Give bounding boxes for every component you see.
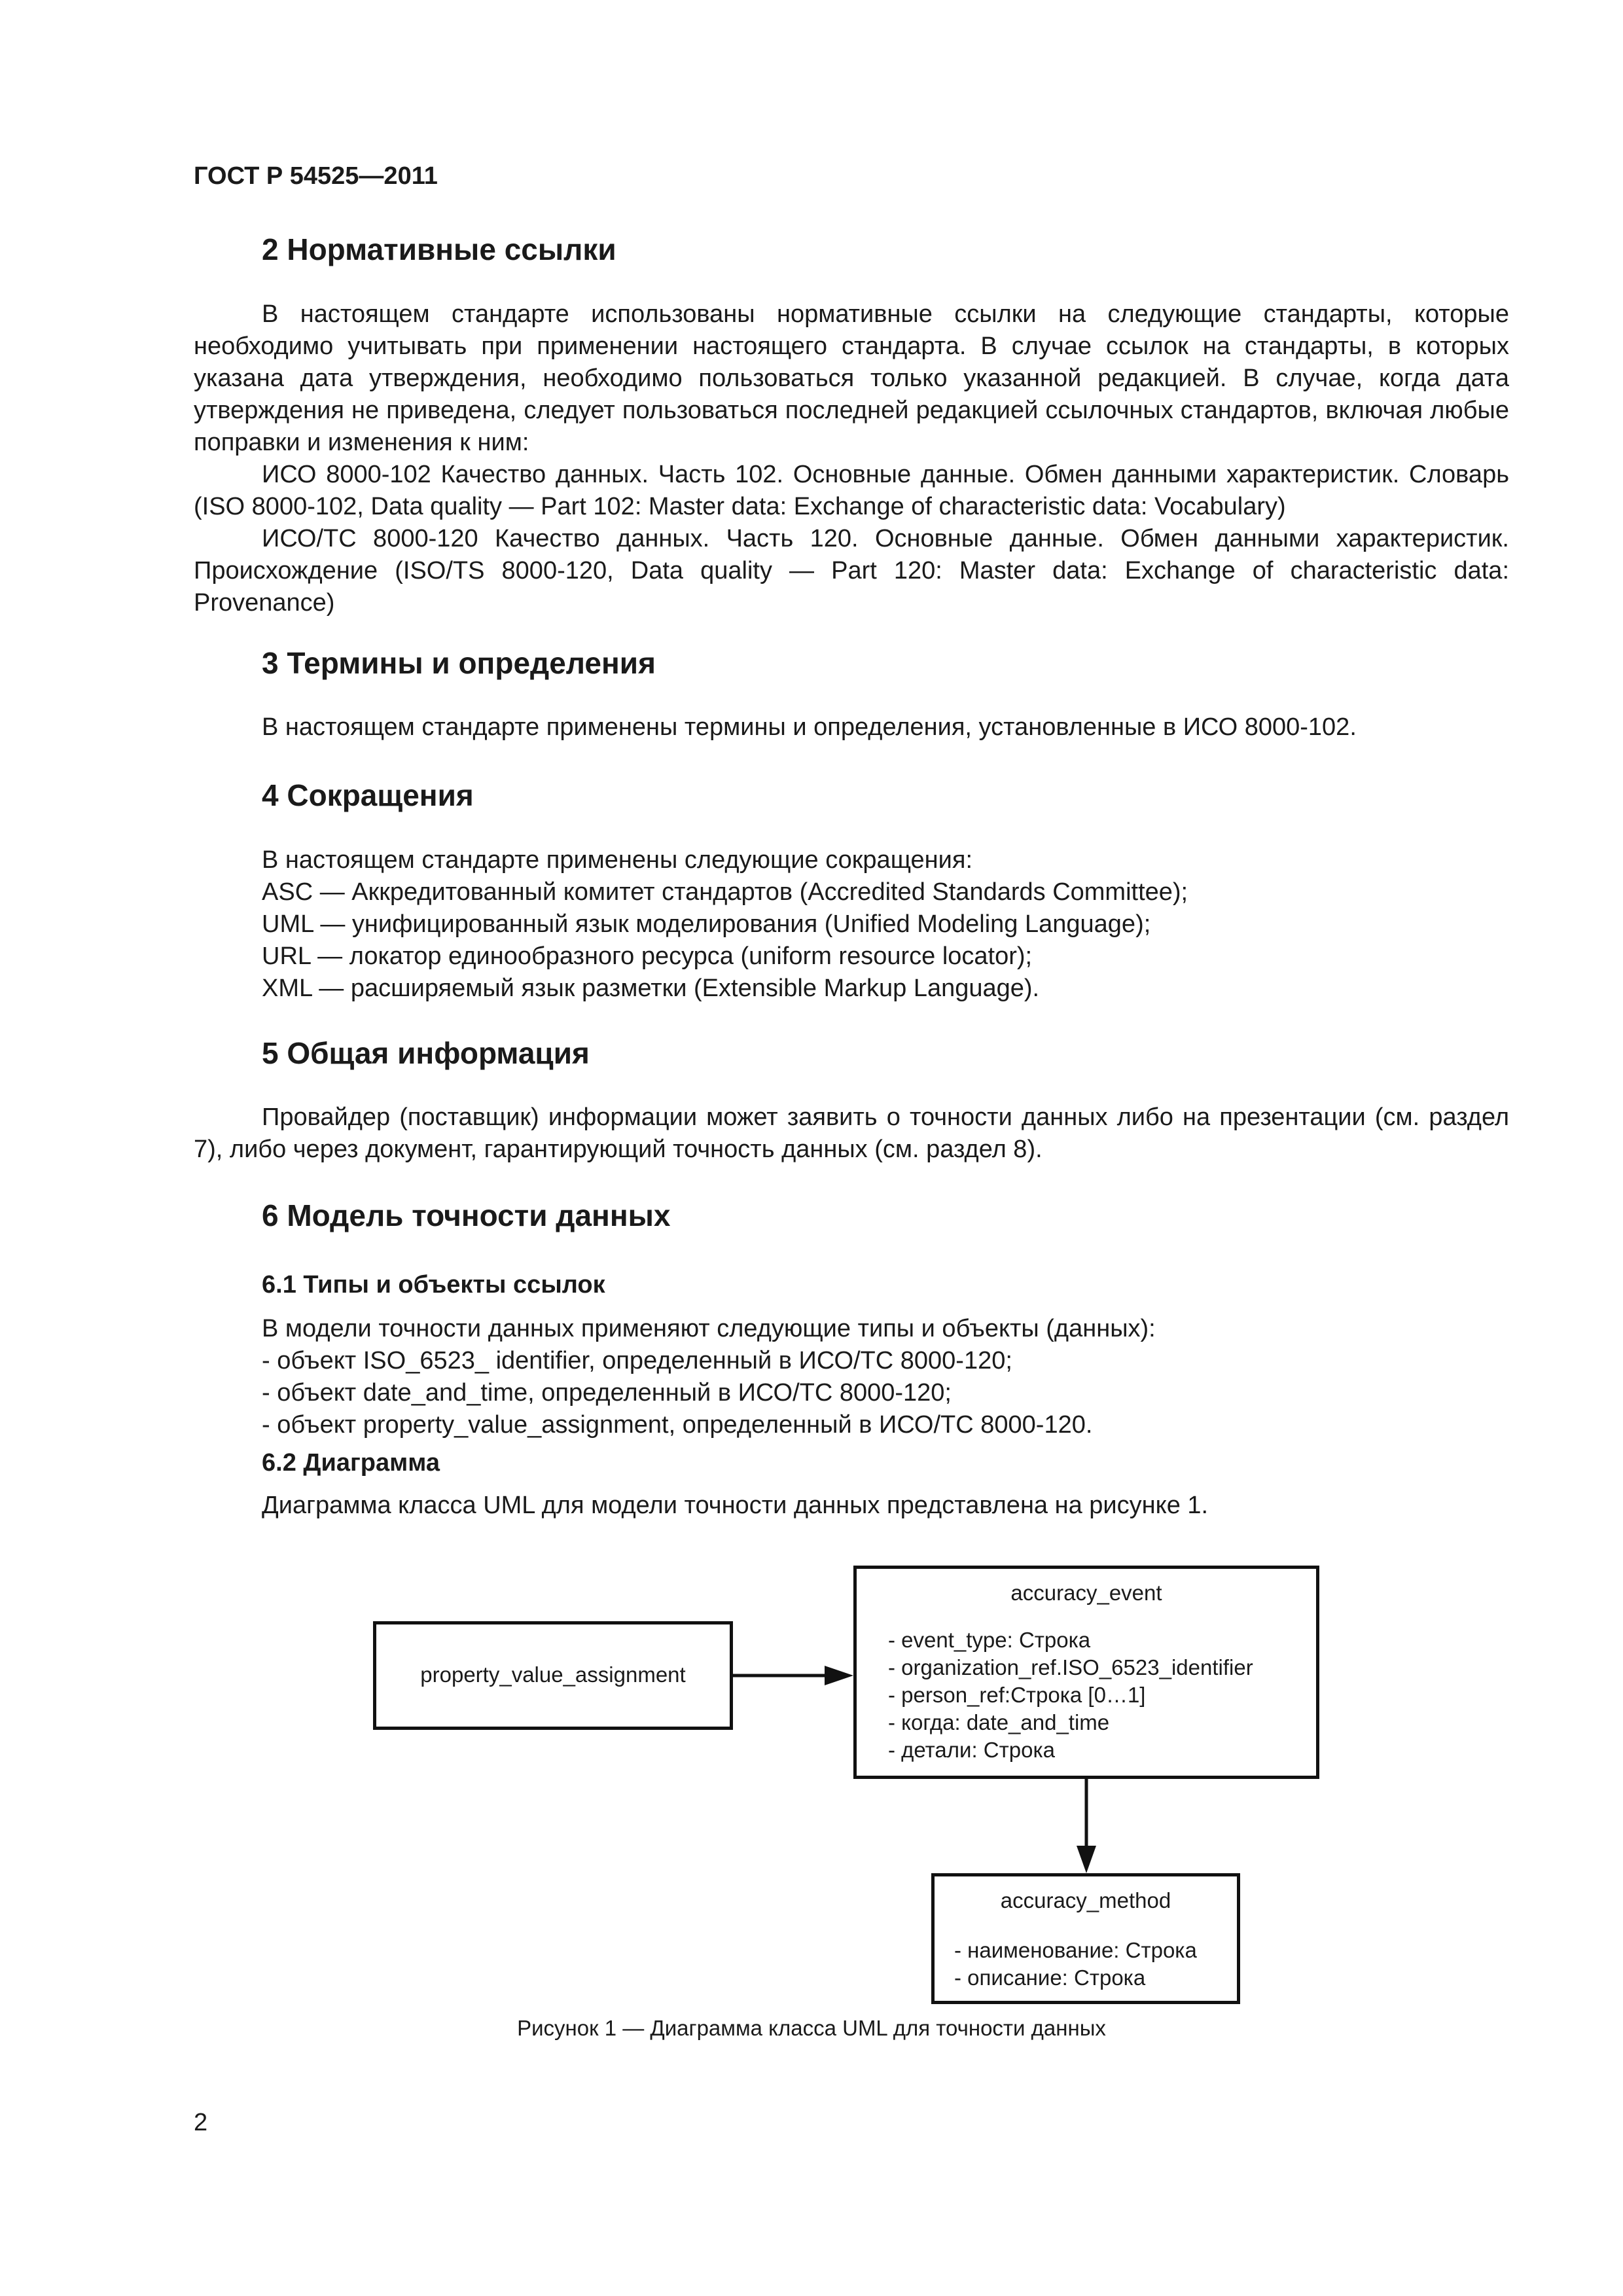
object-list-item: - объект property_value_assignment, определенный в ИСО/ТС 8000-120. bbox=[262, 1411, 1093, 1439]
association-arrow-horizontal bbox=[733, 1666, 853, 1685]
figure-caption: Рисунок 1 — Диаграмма класса UML для точности данных bbox=[517, 2016, 1106, 2040]
subsection-6-2-text: Диаграмма класса UML для модели точности данных представлена на рисунке 1. bbox=[262, 1492, 1209, 1519]
attribute: - описание: Строка bbox=[954, 1965, 1146, 1990]
property-value-assignment-label: property_value_assignment bbox=[420, 1662, 686, 1687]
abbreviation-item: XML — расширяемый язык разметки (Extensible Markup Language). bbox=[262, 975, 1040, 1002]
abbreviation-item: ASC — Аккредитованный комитет стандартов (Accredited Standards Committee); bbox=[262, 878, 1188, 906]
section-2-title: 2 Нормативные ссылки bbox=[262, 232, 616, 266]
section-3-text: В настоящем стандарте применены термины и определения, установленные в ИСО 8000-102. bbox=[262, 713, 1357, 741]
document-header: ГОСТ Р 54525—2011 bbox=[194, 162, 438, 190]
section-2-ref-2: ИСО/ТС 8000-120 Качество данных. Часть 120. Основные данные. Обмен данными характеристик. Происхождение (ISO/TS 8000-120, Data quality — Part 120: Master data: Exchange of characteristic data: Provenance) bbox=[194, 525, 1509, 617]
section-2-intro: В настоящем стандарте использованы нормативные ссылки на следующие стандарты, которые необходимо учитывать при применении настоящего стандарта. В случае ссылок на стандарты, в которых указана дата утверждения, необходимо пользоваться только указанной редакцией. В случае, когда дата утверждения не приведена, следует пользоваться последней редакцией ссылочных стандартов, включая любые поправки и изменения к ним: bbox=[194, 300, 1509, 456]
object-list-item: - объект ISO_6523_ identifier, определенный в ИСО/ТС 8000-120; bbox=[262, 1347, 1012, 1374]
section-3-title: 3 Термины и определения bbox=[262, 646, 656, 680]
subsection-6-2-title: 6.2 Диаграмма bbox=[262, 1449, 440, 1477]
section-4-title: 4 Сокращения bbox=[262, 778, 474, 812]
abbreviation-item: UML — унифицированный язык моделирования (Unified Modeling Language); bbox=[262, 910, 1151, 938]
subsection-6-1-intro: В модели точности данных применяют следующие типы и объекты (данных): bbox=[262, 1315, 1156, 1342]
attribute: - когда: date_and_time bbox=[888, 1710, 1110, 1734]
section-2-ref-1: ИСО 8000-102 Качество данных. Часть 102. Основные данные. Обмен данными характеристик. Словарь (ISO 8000-102, Data quality — Part 102: Master data: Exchange of characteristic data: Vocabulary) bbox=[194, 461, 1509, 520]
object-list-item: - объект date_and_time, определенный в ИСО/ТС 8000-120; bbox=[262, 1379, 952, 1407]
attribute: - event_type: Строка bbox=[888, 1628, 1091, 1652]
attribute: - person_ref:Строка [0…1] bbox=[888, 1683, 1146, 1707]
section-5-text: Провайдер (поставщик) информации может заявить о точности данных либо на презентации (см. раздел 7), либо через документ, гарантирующий точность данных (см. раздел 8). bbox=[194, 1103, 1509, 1163]
page-number: 2 bbox=[194, 2109, 208, 2136]
section-4-intro: В настоящем стандарте применены следующие сокращения: bbox=[262, 846, 973, 874]
accuracy-method-title: accuracy_method bbox=[1000, 1888, 1171, 1912]
subsection-6-1-title: 6.1 Типы и объекты ссылок bbox=[262, 1271, 605, 1299]
accuracy-event-title: accuracy_event bbox=[1010, 1581, 1162, 1605]
section-6-title: 6 Модель точности данных bbox=[262, 1198, 671, 1232]
section-5-title: 5 Общая информация bbox=[262, 1036, 590, 1070]
attribute: - детали: Строка bbox=[888, 1738, 1055, 1762]
association-arrow-vertical bbox=[1077, 1779, 1096, 1873]
abbreviation-item: URL — локатор единообразного ресурса (uniform resource locator); bbox=[262, 942, 1033, 970]
attribute: - organization_ref.ISO_6523_identifier bbox=[888, 1655, 1253, 1679]
attribute: - наименование: Строка bbox=[954, 1938, 1197, 1962]
